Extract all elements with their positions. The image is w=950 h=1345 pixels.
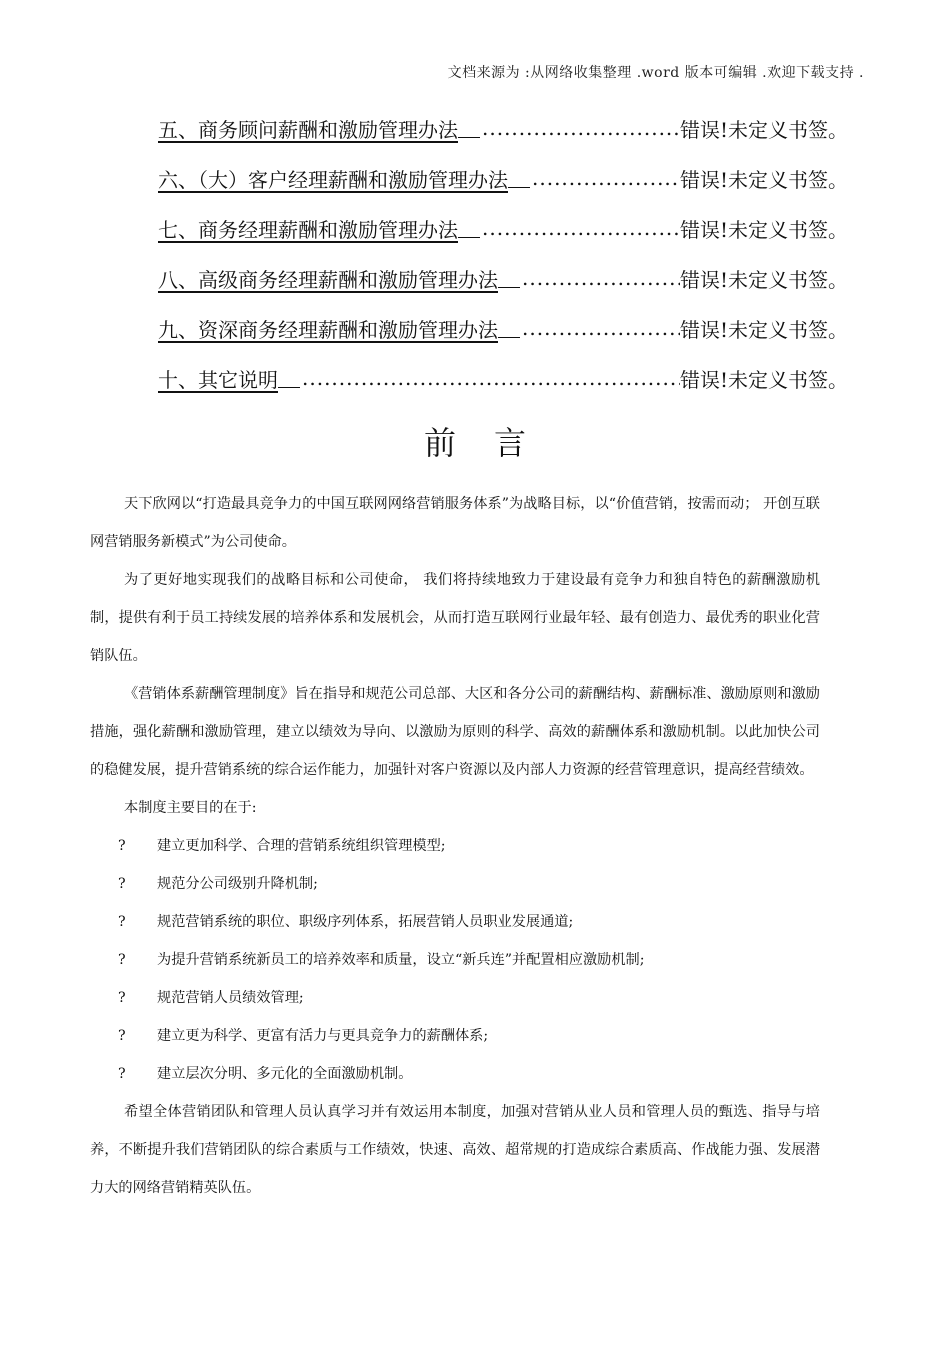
paragraph: 为了更好地实现我们的战略目标和公司使命， 我们将持续地致力于建设最有竞争力和独自特色的薪酬激励机制，提供有利于员工持续发展的培养体系和发展机会，从而打造互联网行业最年轻、最有创造力、最优秀的职业化营销队伍。 (90, 572, 820, 664)
toc-entry-page: 错误!未定义书签。 (679, 317, 848, 342)
list-item (90, 903, 820, 941)
toc-underline-pad (508, 169, 530, 188)
toc-entry-page: 错误!未定义书签。 (679, 367, 848, 392)
toc-leader-dots (482, 216, 680, 240)
page-header-note: 文档来源为 :从网络收集整理 .word 版本可编辑 .欢迎下载支持 . (447, 65, 864, 81)
bullet-icon: ? (118, 838, 126, 854)
paragraph: 天下欣网以“打造最具竞争力的中国互联网网络营销服务体系”为战略目标，以“价值营销，按需而动； 开创互联网营销服务新模式”为公司使命。 (90, 496, 820, 550)
list-item (90, 979, 820, 1017)
toc-leader-dots (302, 366, 680, 390)
bullet-icon: ? (118, 1028, 126, 1044)
preface-body (90, 485, 820, 1207)
toc-entry-title[interactable]: 六、（大）客户经理薪酬和激励管理办法 (158, 167, 508, 192)
toc-entry-page: 错误!未定义书签。 (679, 117, 848, 142)
bullet-icon: ? (118, 952, 126, 968)
toc-leader-dots (532, 166, 680, 190)
paragraph: 希望全体营销团队和管理人员认真学习并有效运用本制度，加强对营销从业人员和管理人员的甄选、指导与培养，不断提升我们营销团队的综合素质与工作绩效，快速、高效、超常规的打造成综合素质高、作战能力强、发展潜力大的网络营销精英队伍。 (90, 1104, 820, 1196)
toc-entry-page: 错误!未定义书签。 (679, 167, 848, 192)
paragraph: 本制度主要目的在于: (124, 800, 257, 816)
toc-underline-pad (458, 119, 480, 138)
list-item-text: 建立更为科学、更富有活力与更具竞争力的薪酬体系; (157, 1028, 489, 1044)
section-heading: 前言 (423, 424, 564, 462)
list-item (90, 1017, 820, 1055)
toc-leader-dots (482, 116, 680, 140)
list-item (90, 941, 820, 979)
toc-underline-pad (458, 219, 480, 238)
toc-underline-pad (498, 269, 520, 288)
toc-entry-title[interactable]: 七、商务经理薪酬和激励管理办法 (158, 217, 458, 242)
objectives-list (90, 827, 820, 1093)
list-item (90, 1055, 820, 1093)
toc-entry[interactable] (158, 103, 848, 153)
list-item-text: 规范营销系统的职位、职级序列体系，拓展营销人员职业发展通道; (157, 914, 574, 930)
bullet-icon: ? (118, 1066, 126, 1082)
toc-entry-title[interactable]: 五、商务顾问薪酬和激励管理办法 (158, 117, 458, 142)
toc-entry-title[interactable]: 十、其它说明 (158, 367, 278, 392)
list-item-text: 建立更加科学、合理的营销系统组织管理模型; (157, 838, 446, 854)
list-item-text: 规范分公司级别升降机制; (157, 876, 318, 892)
toc-entry[interactable] (158, 353, 848, 403)
list-item (90, 827, 820, 865)
toc-entry-title[interactable]: 八、高级商务经理薪酬和激励管理办法 (158, 267, 498, 292)
toc-entry[interactable] (158, 203, 848, 253)
list-item-text: 建立层次分明、多元化的全面激励机制。 (157, 1066, 413, 1082)
toc-underline-pad (498, 319, 520, 338)
toc-entry[interactable] (158, 253, 848, 303)
paragraph: 《营销体系薪酬管理制度》旨在指导和规范公司总部、大区和各分公司的薪酬结构、薪酬标准、激励原则和激励措施，强化薪酬和激励管理，建立以绩效为导向、以激励为原则的科学、高效的薪酬体系和激励机制。以此加快公司的稳健发展，提升营销系统的综合运作能力，加强针对客户资源以及内部人力资源的经营管理意识，提高经营绩效。 (90, 686, 820, 778)
list-item-text: 规范营销人员绩效管理; (157, 990, 304, 1006)
toc-leader-dots (522, 316, 680, 340)
toc-entry-page: 错误!未定义书签。 (679, 267, 848, 292)
toc-entry[interactable] (158, 303, 848, 353)
list-item-text: 为提升营销系统新员工的培养效率和质量，设立“新兵连”并配置相应激励机制; (157, 952, 645, 968)
list-item (90, 865, 820, 903)
toc-entry-page: 错误!未定义书签。 (679, 217, 848, 242)
toc-underline-pad (278, 369, 300, 388)
bullet-icon: ? (118, 990, 126, 1006)
toc-entry-title[interactable]: 九、资深商务经理薪酬和激励管理办法 (158, 317, 498, 342)
bullet-icon: ? (118, 876, 126, 892)
bullet-icon: ? (118, 914, 126, 930)
toc-leader-dots (522, 266, 680, 290)
table-of-contents (158, 103, 848, 403)
toc-entry[interactable] (158, 153, 848, 203)
